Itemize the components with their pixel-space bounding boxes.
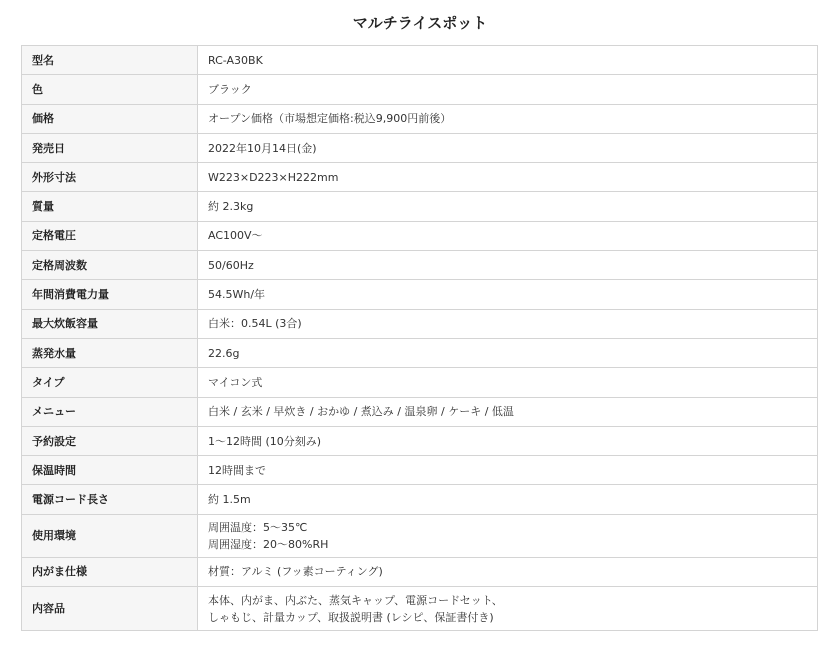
spec-label: 使用環境 <box>22 514 198 557</box>
spec-value-line: 約 1.5m <box>208 493 251 507</box>
spec-value <box>198 163 818 192</box>
spec-label: 最大炊飯容量 <box>22 309 198 338</box>
spec-value-line: オープン価格（市場想定価格:税込9,900円前後） <box>208 112 452 126</box>
spec-value-line: 50/60Hz <box>208 258 254 272</box>
spec-value <box>198 456 818 485</box>
spec-label: 電源コード長さ <box>22 485 198 514</box>
spec-value-line: 22.6g <box>208 346 240 360</box>
spec-value <box>198 221 818 250</box>
table-row <box>22 397 818 426</box>
spec-value <box>198 485 818 514</box>
spec-value-line: 12時間まで <box>208 463 266 477</box>
table-row <box>22 368 818 397</box>
spec-value-line: 白米：0.54L (3合) <box>208 317 302 331</box>
table-row <box>22 309 818 338</box>
table-row <box>22 456 818 485</box>
spec-value-line: 約 2.3kg <box>208 200 254 214</box>
spec-label: 蒸発水量 <box>22 338 198 367</box>
spec-value <box>198 192 818 221</box>
spec-value <box>198 251 818 280</box>
spec-value-line: ブラック <box>208 82 252 96</box>
spec-value <box>198 368 818 397</box>
spec-table <box>21 45 818 631</box>
table-row <box>22 221 818 250</box>
spec-value-line: 54.5Wh/年 <box>208 288 266 302</box>
spec-value-line: AC100V〜 <box>208 229 263 243</box>
table-row <box>22 338 818 367</box>
table-row <box>22 485 818 514</box>
spec-value-line: RC-A30BK <box>208 53 263 67</box>
spec-value <box>198 133 818 162</box>
spec-label: 定格周波数 <box>22 251 198 280</box>
spec-value <box>198 397 818 426</box>
table-row <box>22 133 818 162</box>
table-row <box>22 587 818 631</box>
page-title: マルチライスポット <box>352 14 488 32</box>
spec-label: 外形寸法 <box>22 163 198 192</box>
spec-value <box>198 338 818 367</box>
table-row <box>22 426 818 455</box>
spec-value-line: 周囲温度：5〜35℃ <box>208 520 308 534</box>
spec-value <box>198 104 818 133</box>
spec-value-line: 周囲湿度：20〜80%RH <box>208 537 329 551</box>
spec-label: 年間消費電力量 <box>22 280 198 309</box>
spec-label: 価格 <box>22 104 198 133</box>
spec-value-line: 材質：アルミ (フッ素コーティング) <box>208 565 383 579</box>
table-row <box>22 46 818 75</box>
table-row <box>22 514 818 557</box>
spec-label: 発売日 <box>22 133 198 162</box>
spec-value <box>198 280 818 309</box>
spec-label: 色 <box>22 75 198 104</box>
spec-label: 定格電圧 <box>22 221 198 250</box>
spec-value-line: W223×D223×H222mm <box>208 170 339 184</box>
table-row <box>22 557 818 586</box>
spec-value <box>198 46 818 75</box>
spec-value-line: 白米 / 玄米 / 早炊き / おかゆ / 煮込み / 温泉卵 / ケーキ / 低温 <box>208 405 514 419</box>
table-row <box>22 280 818 309</box>
spec-label: 予約設定 <box>22 426 198 455</box>
table-row <box>22 192 818 221</box>
spec-value-line: マイコン式 <box>208 375 263 389</box>
spec-value <box>198 514 818 557</box>
spec-label: 質量 <box>22 192 198 221</box>
table-row <box>22 163 818 192</box>
spec-value-line: 1〜12時間 (10分刻み) <box>208 434 322 448</box>
table-row <box>22 104 818 133</box>
spec-label: 型名 <box>22 46 198 75</box>
spec-value-line: しゃもじ、計量カップ、取扱説明書 (レシピ、保証書付き) <box>208 610 494 624</box>
spec-value-line: 2022年10月14日(金) <box>208 141 317 155</box>
spec-label: タイプ <box>22 368 198 397</box>
spec-value <box>198 309 818 338</box>
spec-value-line: 本体、内がま、内ぶた、蒸気キャップ、電源コードセット、 <box>208 593 503 607</box>
spec-label: 保温時間 <box>22 456 198 485</box>
spec-label: 内がま仕様 <box>22 557 198 586</box>
table-row <box>22 75 818 104</box>
spec-value <box>198 426 818 455</box>
spec-value <box>198 557 818 586</box>
table-row <box>22 251 818 280</box>
spec-label: メニュー <box>22 397 198 426</box>
spec-label: 内容品 <box>22 587 198 631</box>
spec-value <box>198 75 818 104</box>
spec-value <box>198 587 818 631</box>
